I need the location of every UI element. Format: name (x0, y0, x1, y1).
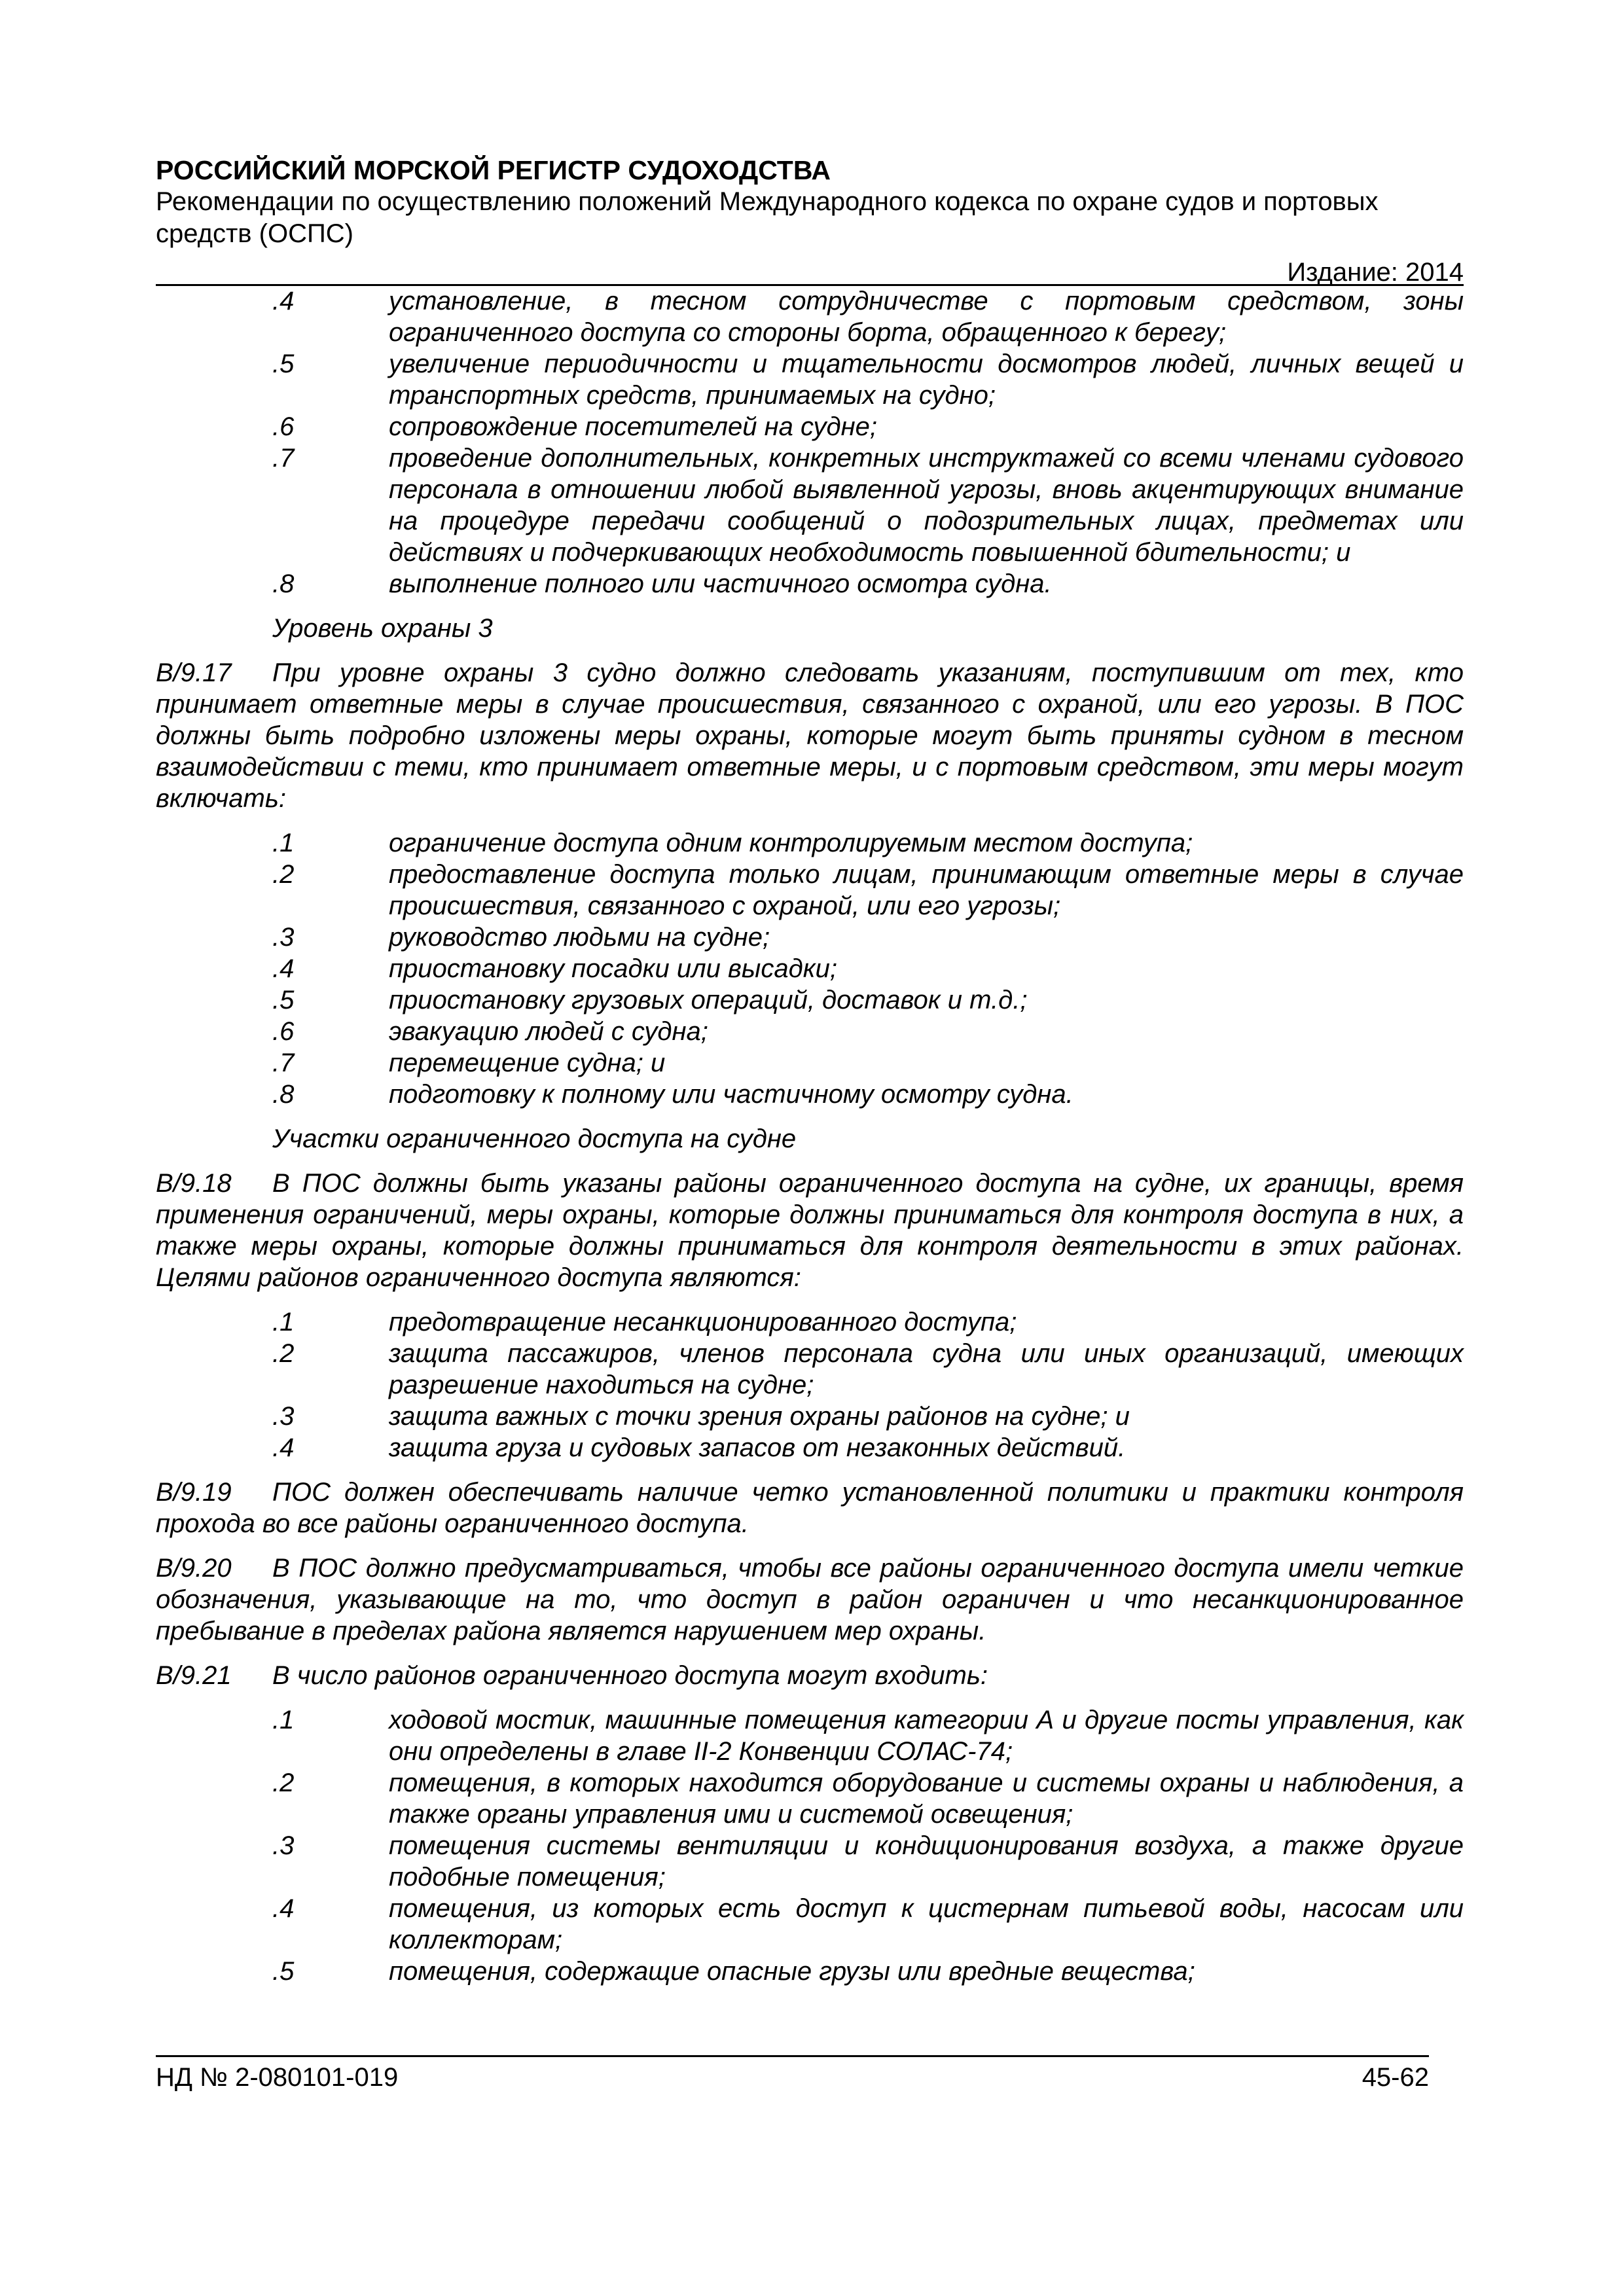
list-item-text: перемещение судна; и (389, 1049, 666, 1077)
document-body (156, 285, 1464, 1987)
list-item-number: .4 (272, 954, 295, 983)
list-restricted-area-purposes (156, 1306, 1464, 1463)
list-item-text: приостановку посадки или высадки; (389, 954, 837, 983)
list-item (156, 411, 1464, 442)
paragraph-text: В число районов ограниченного доступа могут входить: (272, 1661, 988, 1690)
list-item (156, 1767, 1464, 1830)
list-item (156, 922, 1464, 953)
page-header (156, 154, 1464, 288)
list-item-text: подготовку к полному или частичному осмотру судна. (389, 1080, 1074, 1109)
paragraph-text: ПОС должен обеспечивать наличие четко установленной политики и практики контроля прохода во все районы ограниченного доступа. (156, 1478, 1464, 1538)
list-item (156, 1893, 1464, 1956)
list-item (156, 285, 1464, 348)
paragraph-text: В ПОС должны быть указаны районы ограниченного доступа на судне, их границы, время применения ограничений, меры охраны, которые должны приниматься для контроля доступа в них, а также меры охраны, которые должны приниматься для контроля деятельности в этих районах. Целями районов ограниченного доступа являются: (156, 1169, 1464, 1292)
list-item (156, 1704, 1464, 1767)
list-item-text: увеличение периодичности и тщательности досмотров людей, личных вещей и транспортных средств, принимаемых на судно; (389, 350, 1464, 410)
list-item-number: .8 (272, 569, 295, 598)
list-item-number: .6 (272, 412, 295, 441)
list-item-number: .7 (272, 1049, 295, 1077)
list-item-number: .2 (272, 860, 295, 889)
list-item (156, 442, 1464, 568)
list-item-number: .3 (272, 923, 295, 952)
list-item-number: .1 (272, 829, 295, 857)
list-item-number: .3 (272, 1402, 295, 1431)
list-item-number: .3 (272, 1831, 295, 1860)
page-number: 45-62 (1362, 2063, 1429, 2092)
list-item (156, 953, 1464, 984)
list-security-level-3-measures (156, 827, 1464, 1110)
list-item-text: руководство людьми на судне; (389, 923, 770, 952)
footer-divider (156, 2055, 1429, 2057)
list-item-text: защита груза и судовых запасов от незаконных действий. (389, 1433, 1126, 1462)
list-item-number: .4 (272, 1894, 295, 1923)
paragraph-number: B/9.17 (156, 658, 232, 687)
list-item-number: .7 (272, 444, 295, 473)
list-item-number: .1 (272, 1308, 295, 1336)
paragraph-text: В ПОС должно предусматриваться, чтобы все районы ограниченного доступа имели четкие обозначения, указывающие на то, что доступ в район ограничен и что несанкционированное пребывание в пределах района является нарушением мер охраны. (156, 1554, 1464, 1645)
list-item (156, 1047, 1464, 1079)
list-item (156, 1016, 1464, 1047)
list-item (156, 1956, 1464, 1987)
list-item-number: .5 (272, 986, 295, 1014)
list-item (156, 1306, 1464, 1338)
paragraph-number: B/9.20 (156, 1554, 232, 1583)
list-item (156, 1079, 1464, 1110)
list-item-number: .5 (272, 350, 295, 378)
list-item-text: эвакуацию людей с судна; (389, 1017, 708, 1046)
list-item-text: сопровождение посетителей на судне; (389, 412, 878, 441)
list-item-text: ограничение доступа одним контролируемым местом доступа; (389, 829, 1193, 857)
paragraph-b-9-18 (156, 1168, 1464, 1293)
paragraph-text: При уровне охраны 3 судно должно следовать указаниям, поступившим от тех, кто принимает ответные меры в случае происшествия, связанного с охраной, или его угрозы. В ПОС должны быть подробно изложены меры охраны, которые могут быть приняты судном в тесном взаимодействии с теми, кто принимает ответные меры, и с портовым средством, эти меры могут включать: (156, 658, 1464, 813)
list-item-number: .8 (272, 1080, 295, 1109)
list-item (156, 348, 1464, 411)
list-item (156, 1830, 1464, 1893)
organization-name: РОССИЙСКИЙ МОРСКОЙ РЕГИСТР СУДОХОДСТВА (156, 155, 831, 185)
list-item-text: выполнение полного или частичного осмотра судна. (389, 569, 1052, 598)
list-item-text: ходовой мостик, машинные помещения категории А и другие посты управления, как они определены в главе II-2 Конвенции СОЛАС-74; (389, 1706, 1464, 1766)
list-item-text: приостановку грузовых операций, доставок и т.д.; (389, 986, 1028, 1014)
list-item-number: .2 (272, 1768, 295, 1797)
section-heading-restricted-areas: Участки ограниченного доступа на судне (272, 1124, 797, 1153)
list-item (156, 1432, 1464, 1463)
list-item (156, 1401, 1464, 1432)
paragraph-number: B/9.18 (156, 1169, 232, 1198)
list-item-text: предоставление доступа только лицам, принимающим ответные меры в случае происшествия, связанного с охраной, или его угрозы; (389, 860, 1464, 920)
list-item-text: помещения, в которых находится оборудование и системы охраны и наблюдения, а также органы управления ими и системой освещения; (389, 1768, 1464, 1829)
edition-label: Издание: 2014 (1287, 258, 1464, 287)
paragraph-number: B/9.21 (156, 1661, 232, 1690)
list-item-text: предотвращение несанкционированного доступа; (389, 1308, 1017, 1336)
list-item-text: помещения, содержащие опасные грузы или вредные вещества; (389, 1957, 1195, 1986)
list-item-number: .6 (272, 1017, 295, 1046)
document-subtitle: Рекомендации по осуществлению положений Международного кодекса по охране судов и портовых средств (ОСПС) (156, 187, 1379, 248)
document-number: НД № 2-080101-019 (156, 2063, 399, 2092)
list-item-number: .1 (272, 1706, 295, 1734)
list-item-number: .4 (272, 1433, 295, 1462)
list-item-text: помещения системы вентиляции и кондиционирования воздуха, а также другие подобные помещения; (389, 1831, 1464, 1892)
paragraph-b-9-19 (156, 1477, 1464, 1539)
section-heading-level-3: Уровень охраны 3 (272, 614, 493, 643)
list-item-text: защита важных с точки зрения охраны районов на судне; и (389, 1402, 1130, 1431)
paragraph-number: B/9.19 (156, 1478, 232, 1507)
list-item-text: защита пассажиров, членов персонала судна или иных организаций, имеющих разрешение находиться на судне; (389, 1339, 1464, 1399)
paragraph-b-9-17 (156, 657, 1464, 814)
list-item-text: проведение дополнительных, конкретных инструктажей со всеми членами судового персонала в отношении любой выявленной угрозы, вновь акцентирующих внимание на процедуре передачи сообщений о подозрительных лицах, предметах или действиях и подчеркивающих необходимость повышенной бдительности; и (389, 444, 1464, 567)
list-item (156, 1338, 1464, 1401)
list-item (156, 859, 1464, 922)
list-item-number: .5 (272, 1957, 295, 1986)
paragraph-b-9-20 (156, 1552, 1464, 1647)
list-item-text: установление, в тесном сотрудничестве с портовым средством, зоны ограниченного доступа со стороны борта, обращенного к берегу; (389, 287, 1464, 347)
list-item-number: .2 (272, 1339, 295, 1368)
list-item (156, 827, 1464, 859)
list-item-text: помещения, из которых есть доступ к цистернам питьевой воды, насосам или коллекторам; (389, 1894, 1464, 1954)
paragraph-b-9-21 (156, 1660, 1464, 1691)
list-item (156, 984, 1464, 1016)
list-security-level-2-measures (156, 285, 1464, 600)
list-item-number: .4 (272, 287, 295, 315)
list-restricted-areas (156, 1704, 1464, 1987)
list-item (156, 568, 1464, 600)
